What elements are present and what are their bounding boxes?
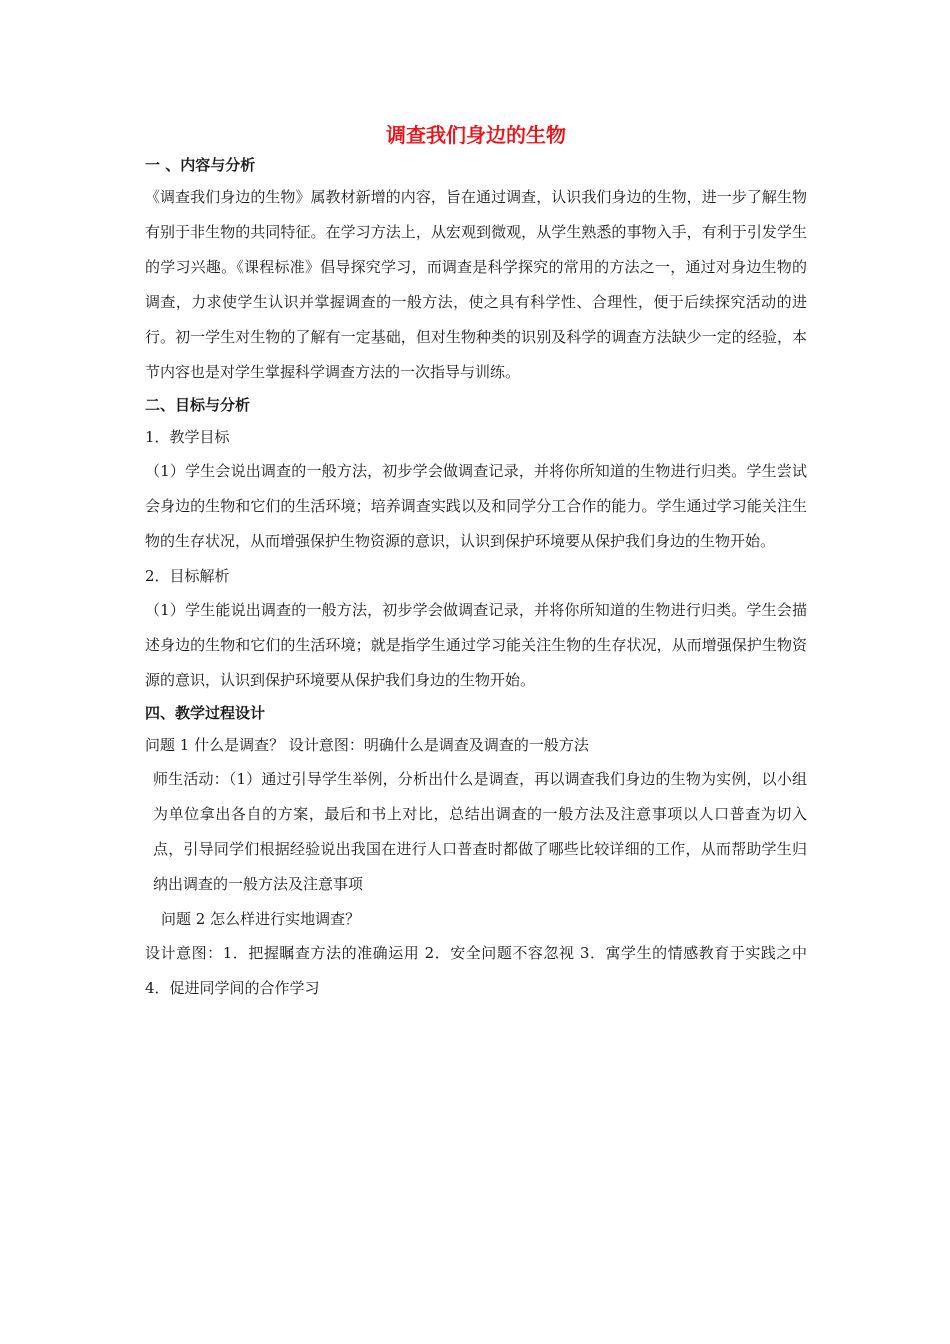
section-heading-teaching-process: 四、教学过程设计 — [145, 704, 266, 722]
section-heading-goals-analysis: 二、目标与分析 — [145, 396, 251, 414]
teaching-goals-paragraph: （1）学生会说出调查的一般方法，初步学会做调查记录，并将你所知道的生物进行归类。学生尝试会身边的生物和它们的生活环境；培养调查实践以及和同学分工合作的能力。学生通过学习能关注生物的生存状况，从而增强保护生物资源的意识，认识到保护环境要从保护我们身边的生物开始。 — [145, 462, 807, 550]
subsection-title-teaching-goals: 1．教学目标 — [145, 428, 230, 446]
document-page — [145, 120, 807, 1006]
goal-analysis-paragraph: （1）学生能说出调查的一般方法，初步学会做调查记录，并将你所知道的生物进行归类。学生会描述身边的生物和它们的生活环境；就是指学生通过学习能关注生物的生存状况，从而增强保护生物资源的意识，认识到保护环境要从保护我们身边的生物开始。 — [145, 601, 807, 689]
section-heading-content-analysis: 一 、内容与分析 — [145, 156, 256, 174]
activity-paragraph: 师生活动：（1）通过引导学生举例，分析出什么是调查，再以调查我们身边的生物为实例，以小组为单位拿出各自的方案，最后和书上对比，总结出调查的一般方法及注意事项以人口普查为切入点，引导同学们根据经验说出我国在进行人口普查时都做了哪些比较详细的工作，从而帮助学生归纳出调查的一般方法及注意事项 — [153, 770, 807, 893]
subsection-title-goal-analysis: 2．目标解析 — [145, 567, 230, 585]
question-1-line: 问题 1 什么是调查？ 设计意图：明确什么是调查及调查的一般方法 — [145, 736, 589, 754]
document-title: 调查我们身边的生物 — [386, 123, 566, 147]
section-content-paragraph: 《调查我们身边的生物》属教材新增的内容，旨在通过调查，认识我们身边的生物，进一步了解生物有别于非生物的共同特征。在学习方法上，从宏观到微观，从学生熟悉的事物入手，有利于引发学生的学习兴趣。《课程标准》倡导探究学习，而调查是科学探究的常用的方法之一，通过对身边生物的调查，力求使学生认识并掌握调查的一般方法，使之具有科学性、合理性，便于后续探究活动的进行。初一学生对生物的了解有一定基础，但对生物种类的识别及科学的调查方法缺少一定的经验，本节内容也是对学生掌握科学调查方法的一次指导与训练。 — [145, 188, 807, 381]
design-intent-paragraph: 设计意图：1．把握瞩查方法的准确运用 2．安全问题不容忽视 3．寓学生的情感教育于实践之中 4．促进同学间的合作学习 — [145, 944, 807, 997]
question-2-line: 问题 2 怎么样进行实地调查？ — [161, 910, 361, 928]
